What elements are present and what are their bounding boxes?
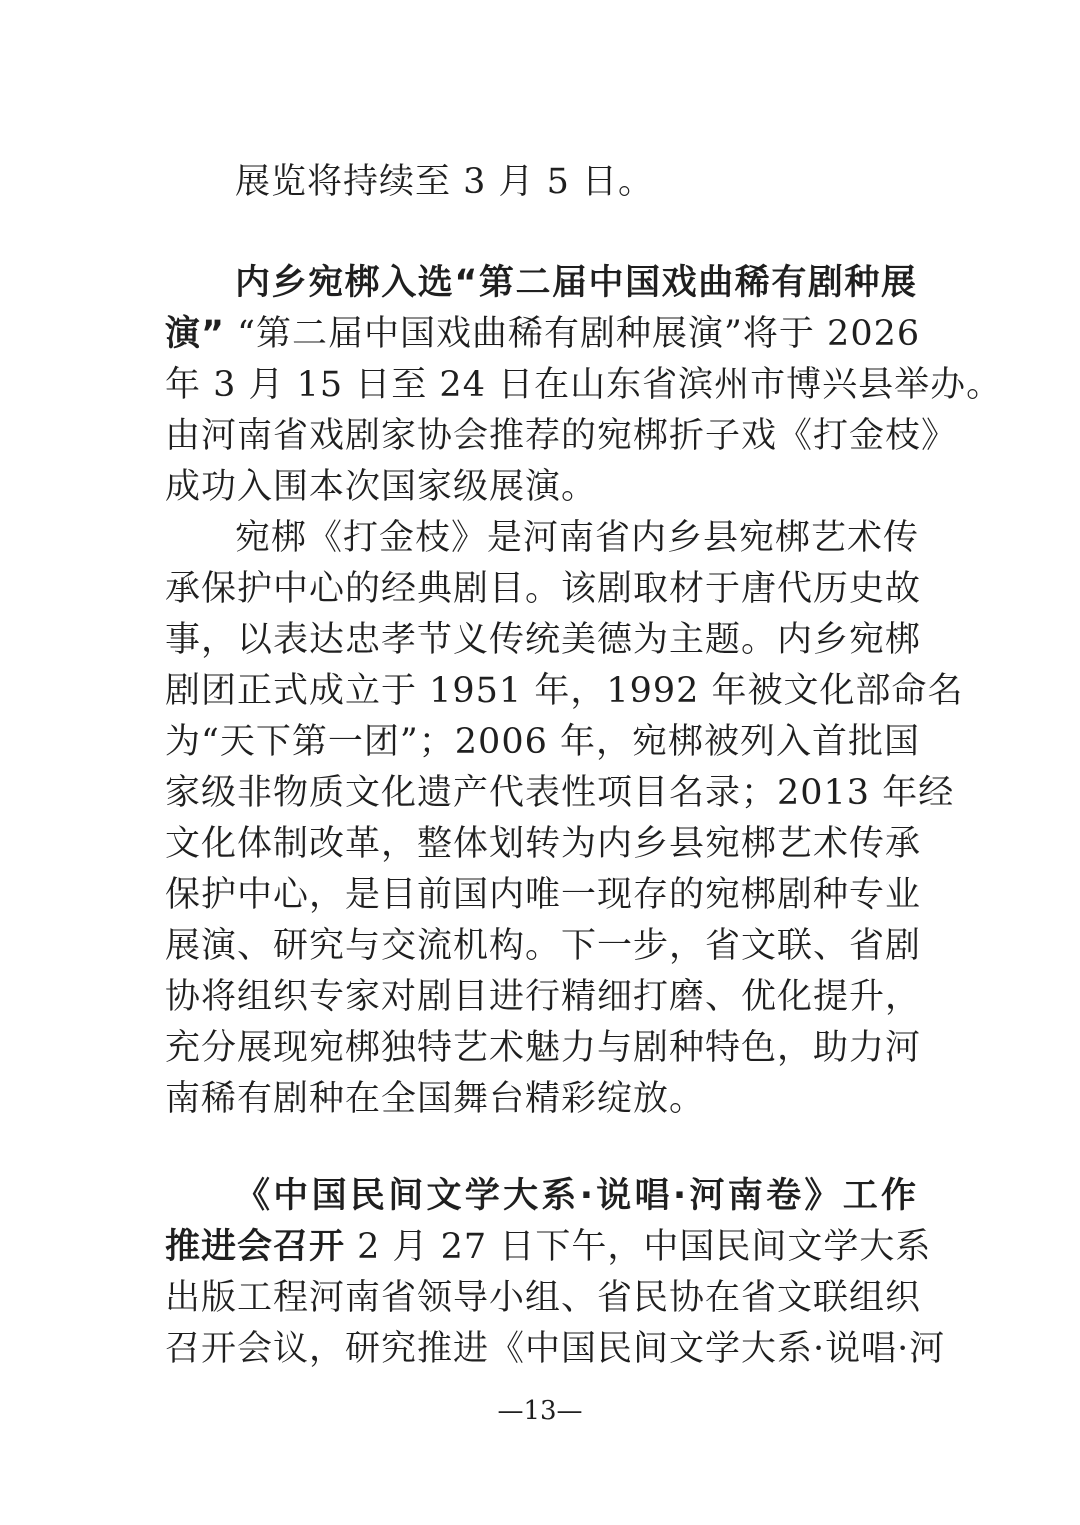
article-heading: 《中国民间文学大系·说唱·河南卷》工作	[235, 1176, 917, 1216]
paragraph-line: 保护中心，是目前国内唯一现存的宛梆剧种专业	[165, 875, 922, 915]
paragraph-line: 文化体制改革，整体划转为内乡县宛梆艺术传承	[165, 824, 922, 864]
paragraph-line: 事，以表达忠孝节义传统美德为主题。内乡宛梆	[165, 620, 922, 660]
paragraph-line	[165, 308, 921, 360]
paragraph-line: 协将组织专家对剧目进行精细打磨、优化提升，	[165, 977, 922, 1017]
paragraph-line: 出版工程河南省领导小组、省民协在省文联组织	[165, 1278, 922, 1318]
paragraph-line: 为“天下第一团”；2006 年，宛梆被列入首批国	[165, 722, 920, 762]
paragraph-line: 宛梆《打金枝》是河南省内乡县宛梆艺术传	[235, 518, 920, 558]
paragraph-line: 展演、研究与交流机构。下一步，省文联、省剧	[165, 926, 922, 966]
article-heading: 内乡宛梆入选“第二届中国戏曲稀有剧种展	[235, 263, 917, 303]
paragraph-line: 承保护中心的经典剧目。该剧取材于唐代历史故	[165, 569, 922, 609]
paragraph-line: 剧团正式成立于 1951 年，1992 年被文化部命名	[165, 671, 964, 711]
article-heading-continuation: 演”	[165, 314, 226, 354]
paragraph-line: 展览将持续至 3 月 5 日。	[235, 162, 655, 202]
page-number: —13—	[497, 1396, 583, 1426]
paragraph-line	[165, 1221, 932, 1273]
paragraph-line: 充分展现宛梆独特艺术魅力与剧种特色，助力河	[165, 1028, 922, 1068]
paragraph-line: 南稀有剧种在全国舞台精彩绽放。	[165, 1079, 706, 1119]
paragraph-line: 由河南省戏剧家协会推荐的宛梆折子戏《打金枝》	[165, 416, 958, 456]
paragraph-line: 家级非物质文化遗产代表性项目名录；2013 年经	[165, 773, 955, 813]
article-heading-continuation: 推进会召开	[165, 1227, 346, 1267]
paragraph-text: “第二届中国戏曲稀有剧种展演”将于 2026	[225, 314, 921, 354]
paragraph-line: 年 3 月 15 日至 24 日在山东省滨州市博兴县举办。	[165, 365, 1003, 405]
paragraph-line: 成功入围本次国家级展演。	[165, 467, 598, 507]
paragraph-line: 召开会议，研究推进《中国民间文学大系·说唱·河	[165, 1329, 946, 1369]
paragraph-text: 2 月 27 日下午，中国民间文学大系	[345, 1227, 932, 1267]
